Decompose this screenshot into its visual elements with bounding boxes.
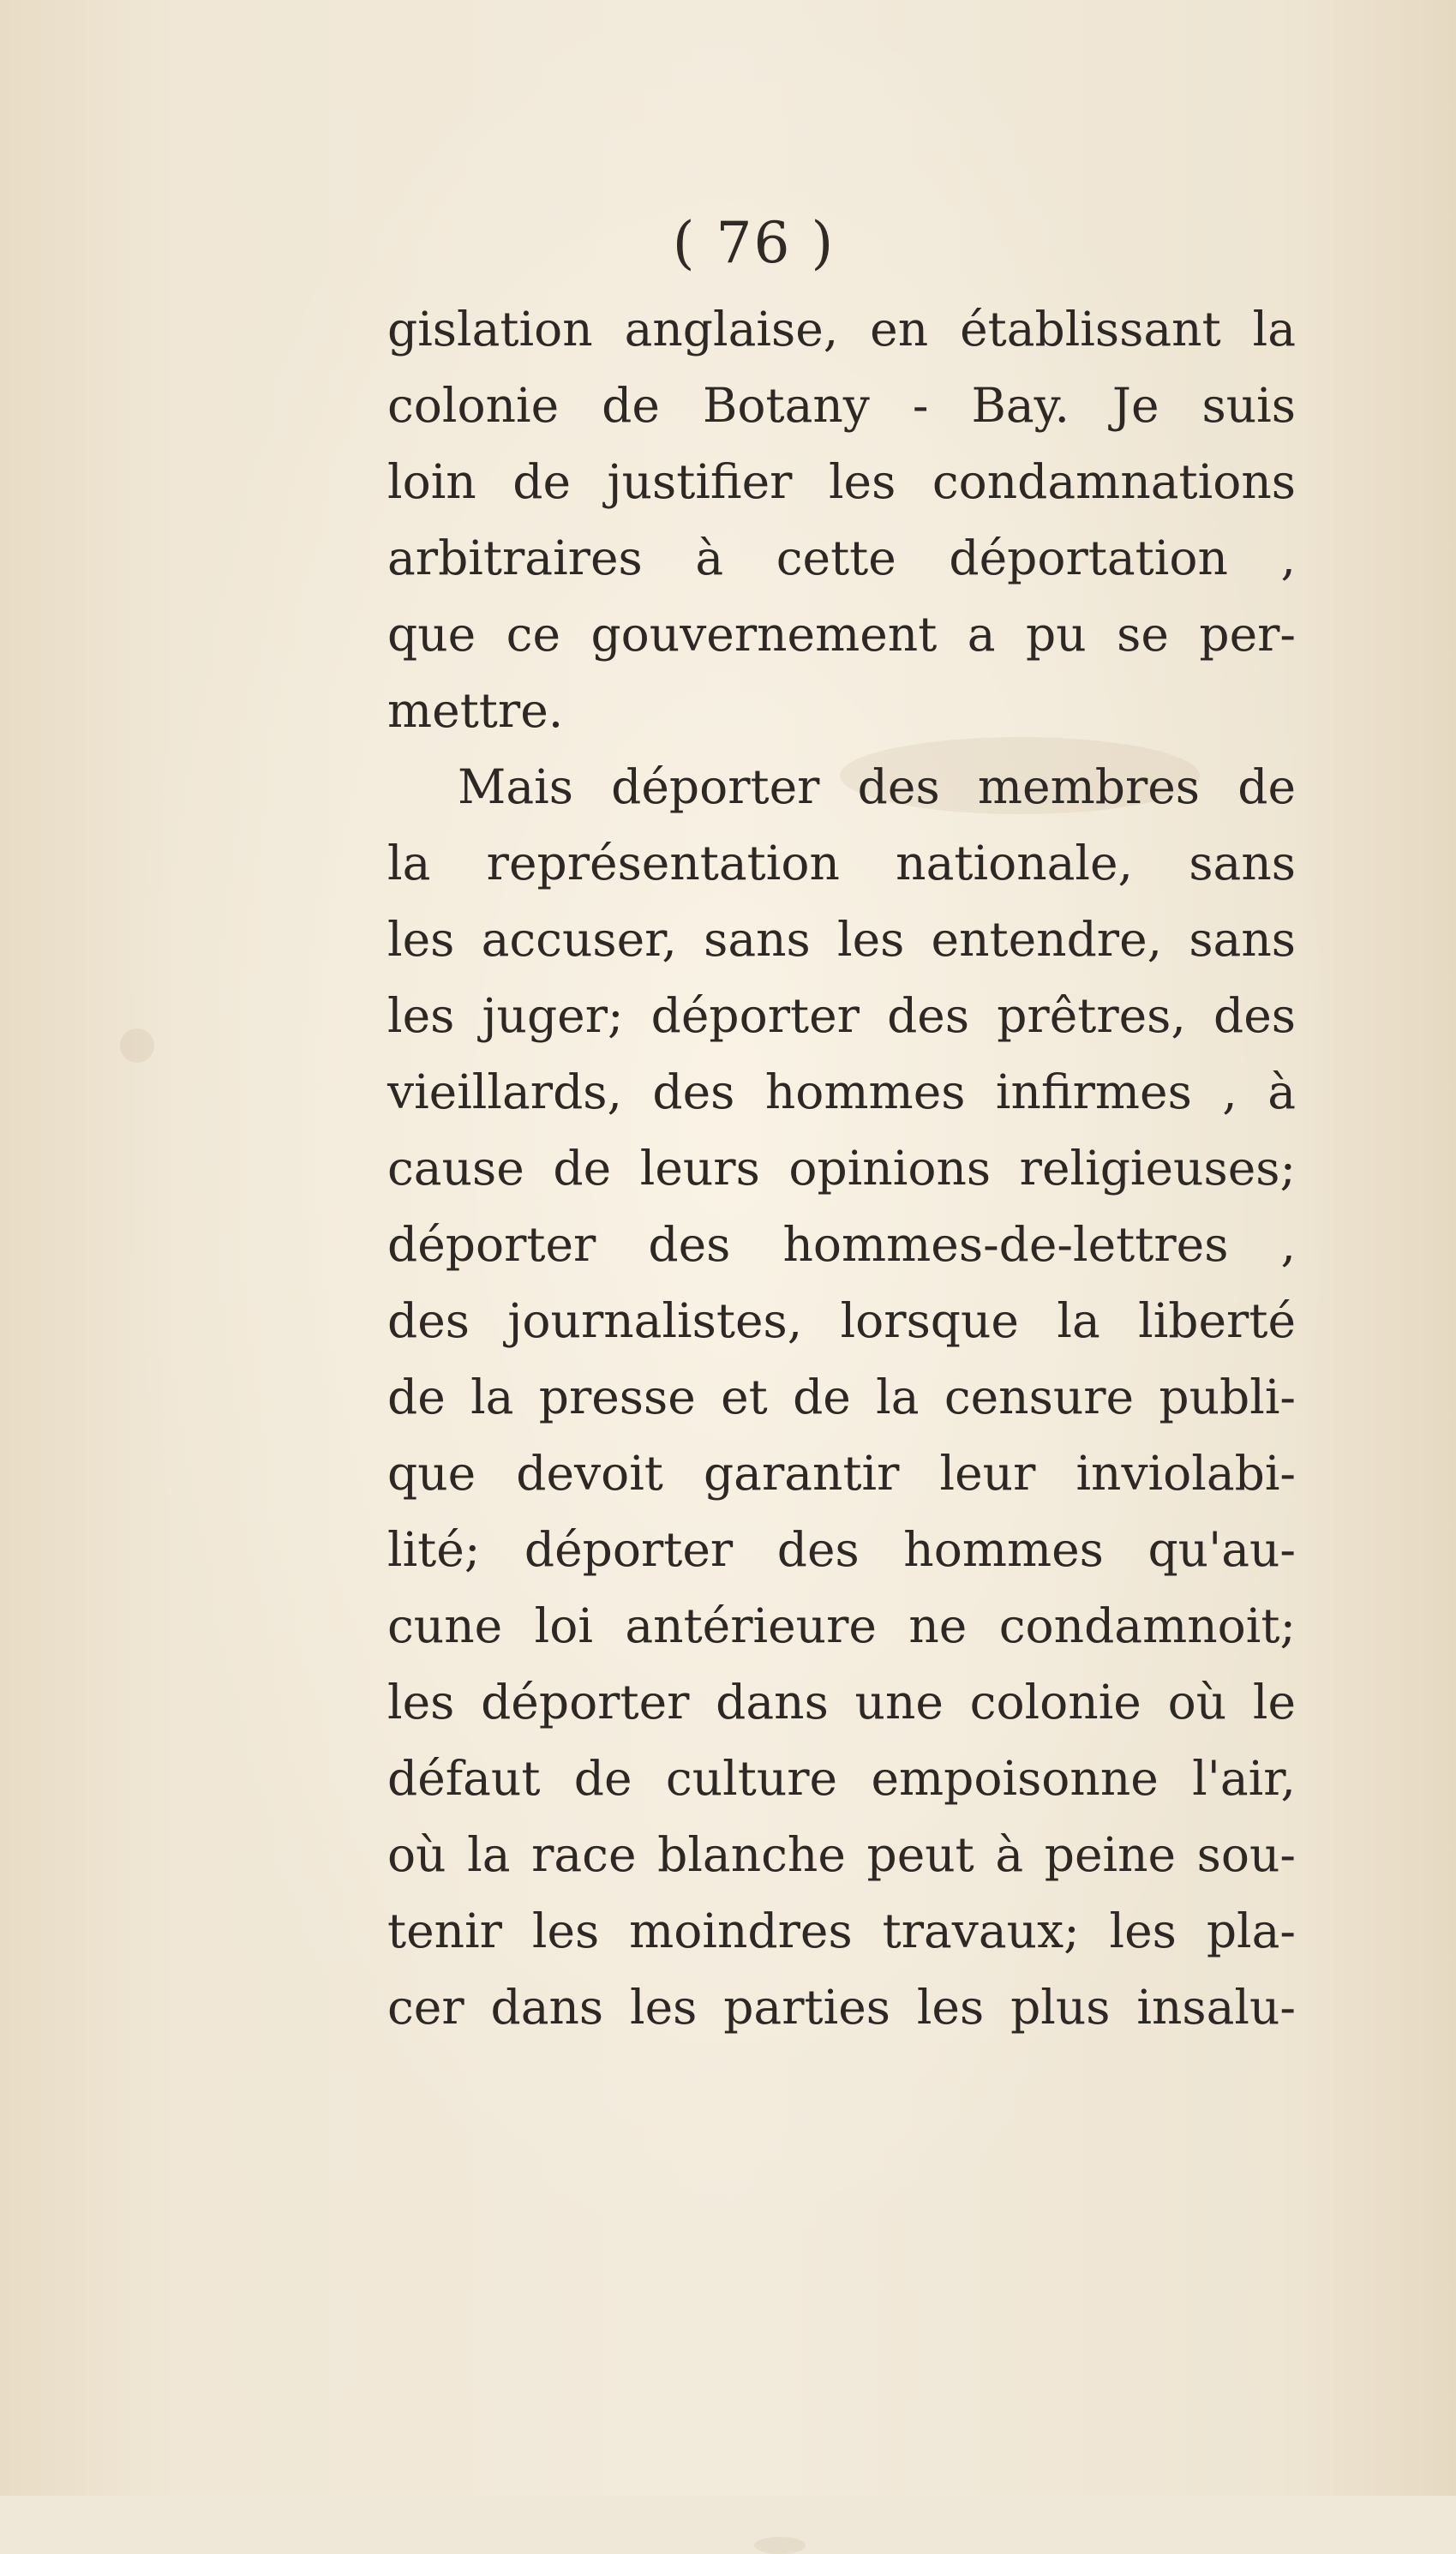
text-line: cune loi antérieure ne condamnoit; <box>387 1598 1296 1653</box>
text-line: gislation anglaise, en établissant la <box>387 302 1296 357</box>
text-line: arbitraires à cette déportation , <box>387 531 1296 585</box>
paper-stain <box>754 2537 806 2554</box>
text-line: déporter des hommes-de-lettres , <box>387 1217 1296 1272</box>
text-line: des journalistes, lorsque la liberté <box>387 1293 1296 1348</box>
text-line: cer dans les parties les plus insalu- <box>387 1980 1296 2035</box>
text-line: de la presse et de la censure publi- <box>387 1370 1296 1424</box>
text-line: les juger; déporter des prêtres, des <box>387 988 1296 1043</box>
text-line: tenir les moindres travaux; les pla- <box>387 1904 1296 1958</box>
text-line: où la race blanche peut à peine sou- <box>387 1827 1296 1882</box>
page-number: ( 76 ) <box>672 210 836 276</box>
text-line: lité; déporter des hommes qu'au- <box>387 1522 1296 1577</box>
body-text <box>387 291 1296 2046</box>
text-line: les accuser, sans les entendre, sans <box>387 912 1296 967</box>
text-line: la représentation nationale, sans <box>387 836 1296 890</box>
text-line: vieillards, des hommes infirmes , à <box>387 1064 1296 1119</box>
text-line: les déporter dans une colonie où le <box>387 1675 1296 1730</box>
text-line: colonie de Botany - Bay. Je suis <box>387 378 1296 433</box>
text-line: mettre. <box>387 683 564 738</box>
text-line: défaut de culture empoisonne l'air, <box>387 1751 1296 1806</box>
text-line: que ce gouvernement a pu se per- <box>387 607 1296 662</box>
paper-stain <box>120 1028 154 1063</box>
text-line: cause de leurs opinions religieuses; <box>387 1141 1296 1196</box>
text-line: que devoit garantir leur inviolabi- <box>387 1446 1296 1501</box>
text-line: Mais déporter des membres de <box>458 759 1296 814</box>
text-line: loin de justifier les condamnations <box>387 454 1296 509</box>
